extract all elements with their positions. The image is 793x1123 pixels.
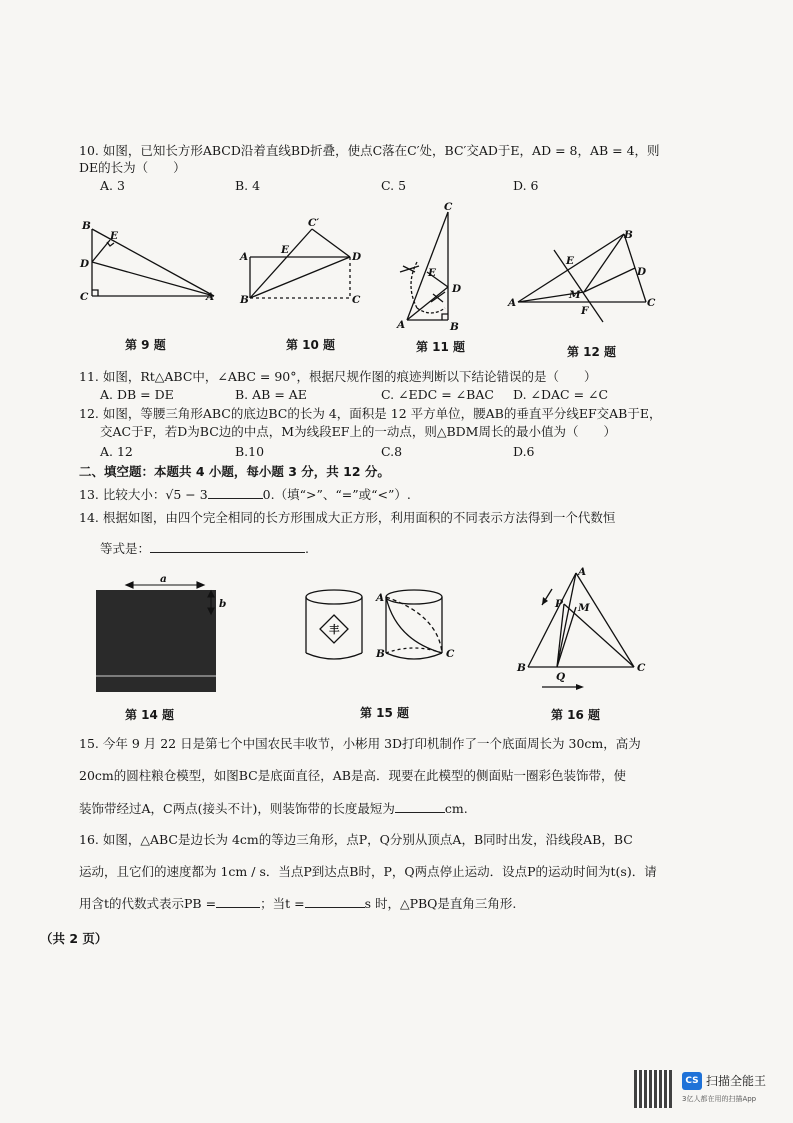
- q13-line: [79, 486, 411, 503]
- q12-option-d: D.6: [513, 444, 535, 459]
- caption-fig14: 第 14 题: [125, 708, 175, 722]
- q10-line1: 10. 如图，已知长方形ABCD沿着直线BD折叠，使点C落在C′处，BC′交AD于E，AD = 8，AB = 4，则: [79, 143, 660, 158]
- fig10-label-a: A: [240, 251, 249, 263]
- section-2-heading: 二、填空题：本题共 4 小题，每小题 3 分，共 12 分。: [79, 464, 390, 479]
- q16-line1: 16. 如图，△ABC是边长为 4cm的等边三角形，点P，Q分别从顶点A，B同时出发，沿线段AB，BC: [79, 832, 633, 847]
- q11-line1: 11. 如图，Rt△ABC中，∠ABC = 90°，根据尺规作图的痕迹判断以下结论错误的是（ ）: [79, 369, 597, 384]
- q15-line3-prefix: 装饰带经过A，C两点(接头不计)，则装饰带的长度最短为: [79, 801, 395, 816]
- caption-fig9: 第 9 题: [125, 338, 166, 352]
- q14-line1: 14. 根据如图，由四个完全相同的长方形围成大正方形，利用面积的不同表示方法得到一个代数恒: [79, 510, 616, 525]
- fig12-label-a: A: [508, 297, 517, 309]
- fig10-label-d: D: [352, 251, 362, 263]
- fig10-label-e: E: [281, 244, 290, 256]
- fig12-label-b: B: [624, 229, 633, 241]
- caption-fig11: 第 11 题: [416, 340, 466, 354]
- q14-line2: 等式是： .: [100, 541, 310, 556]
- caption-fig16: 第 16 题: [551, 708, 601, 722]
- fig11-label-c: C: [444, 201, 453, 213]
- q10-option-a: A. 3: [100, 178, 125, 193]
- q11-option-d: D. ∠DAC = ∠C: [513, 387, 609, 402]
- fig15-label-b: B: [376, 648, 385, 660]
- page-count-footer: （共 2 页）: [40, 931, 108, 946]
- figure-12: [508, 228, 663, 323]
- caption-fig15: 第 15 题: [360, 706, 410, 720]
- fig14-square: [96, 590, 216, 692]
- fig12-label-c: C: [647, 297, 656, 309]
- fig11-label-b: B: [450, 321, 459, 333]
- cs-logo-icon: CS: [682, 1072, 702, 1090]
- q16-answer-blank-2[interactable]: [305, 895, 365, 908]
- fig12-label-d: D: [637, 266, 647, 278]
- q11-option-c: C. ∠EDC = ∠BAC: [381, 387, 494, 402]
- q16-answer-blank-1[interactable]: [216, 895, 260, 908]
- fig10-label-b: B: [240, 294, 249, 306]
- fig10-label-c-prime: C′: [308, 217, 320, 229]
- fig10-label-c: C: [352, 294, 361, 306]
- fig16-label-b: B: [517, 662, 526, 674]
- fig9-label-e: E: [110, 230, 119, 242]
- q13-prefix: 13. 比较大小：√5 − 3: [79, 487, 208, 502]
- fig11-label-a: A: [397, 319, 406, 331]
- figure-16: [512, 567, 662, 692]
- fig12-label-e: E: [566, 255, 575, 267]
- fig9-label-c: C: [80, 291, 89, 303]
- figure-15: [298, 585, 473, 675]
- q12-option-b: B.10: [235, 444, 265, 459]
- q15-line1: 15. 今年 9 月 22 日是第七个中国农民丰收节，小彬用 3D打印机制作了一个底面周长为 30cm，高为: [79, 736, 641, 751]
- q15-line3: [79, 800, 468, 817]
- fig15-label-c: C: [446, 648, 455, 660]
- fig16-label-m: M: [578, 602, 590, 614]
- q15-answer-blank[interactable]: [395, 800, 445, 813]
- scanner-app-name: 扫描全能王: [706, 1074, 767, 1088]
- fig12-label-f: F: [581, 305, 589, 317]
- fig12-label-m: M: [569, 289, 581, 301]
- fig15-label-a: A: [376, 592, 385, 604]
- figure-9: [78, 215, 228, 310]
- caption-fig10: 第 10 题: [286, 338, 336, 352]
- q11-option-b: B. AB = AE: [235, 387, 307, 402]
- q12-line2: 交AC于F，若D为BC边的中点，M为线段EF上的一动点，则△BDM周长的最小值为（ ）: [100, 424, 616, 439]
- fig14-label-a: a: [160, 573, 167, 585]
- q16-line2: 运动，且它们的速度都为 1cm / s．当点P到达点B时，P，Q两点停止运动．设点P的运动时间为t(s)．请: [79, 864, 657, 879]
- fig16-label-q: Q: [556, 671, 566, 683]
- q16-line3-b: ；当t =: [260, 896, 305, 911]
- fig11-label-e: E: [428, 267, 437, 279]
- fig16-label-c: C: [637, 662, 646, 674]
- q16-line3: [79, 895, 516, 912]
- q13-suffix: 0.（填“>”、“=”或“<”）.: [262, 487, 411, 502]
- q14-line2-text: 等式是: [100, 541, 138, 556]
- fig16-label-a: A: [578, 566, 587, 578]
- figure-14: [92, 573, 242, 701]
- q12-option-c: C.8: [381, 444, 403, 459]
- qr-code-icon: [634, 1070, 672, 1108]
- q10-option-d: D. 6: [513, 178, 539, 193]
- q10-option-b: B. 4: [235, 178, 261, 193]
- q10-line2: DE的长为（ ）: [79, 160, 186, 175]
- q12-option-a: A. 12: [100, 444, 133, 459]
- fig9-label-a: A: [206, 291, 215, 303]
- q10-option-c: C. 5: [381, 178, 407, 193]
- q14-answer-blank[interactable]: [150, 540, 305, 553]
- scanner-app-tagline: 3亿人都在用的扫描App: [682, 1095, 757, 1103]
- q11-option-a: A. DB = DE: [100, 387, 174, 402]
- q16-line3-c: s 时，△PBQ是直角三角形.: [364, 896, 517, 911]
- q15-line2: 20cm的圆柱粮仓模型，如图BC是底面直径，AB是高．现要在此模型的侧面贴一圈彩色装饰带，使: [79, 768, 626, 783]
- caption-fig12: 第 12 题: [567, 345, 617, 359]
- fig15-label-feng: 丰: [329, 624, 340, 636]
- q12-line1: 12. 如图，等腰三角形ABC的底边BC的长为 4，面积是 12 平方单位，腰AB的垂直平分线EF交AB于E，: [79, 406, 662, 421]
- fig14-label-b: b: [219, 598, 227, 610]
- scanner-watermark: [634, 1066, 793, 1116]
- fig16-label-p: P: [555, 598, 563, 610]
- q13-answer-blank[interactable]: [208, 486, 263, 499]
- q16-line3-a: 用含t的代数式表示PB =: [79, 896, 217, 911]
- figure-11: [395, 200, 475, 335]
- figure-10: [240, 215, 370, 310]
- fig9-label-d: D: [80, 258, 90, 270]
- q15-line3-suffix: cm.: [444, 801, 468, 816]
- fig11-label-d: D: [452, 283, 462, 295]
- fig9-label-b: B: [82, 220, 91, 232]
